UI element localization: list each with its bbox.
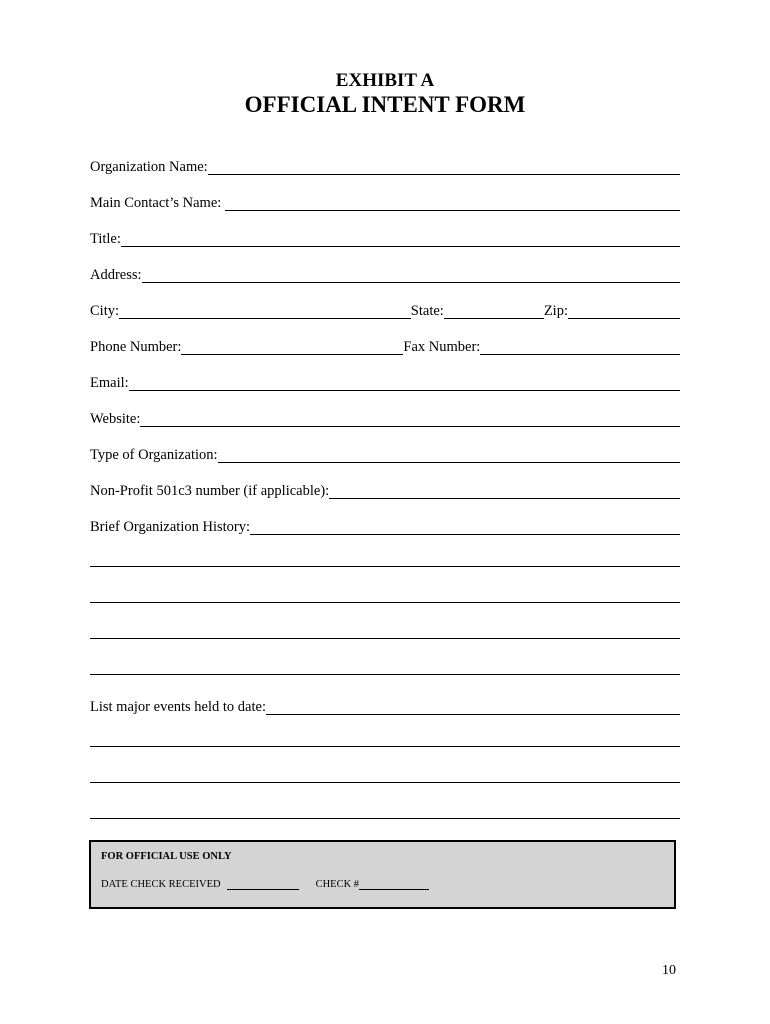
nonprofit-number-line[interactable] [329,484,680,499]
nonprofit-number-label: Non-Profit 501c3 number (if applicable): [90,483,330,499]
date-check-received-label: DATE CHECK RECEIVED [101,879,221,890]
address-field[interactable] [90,263,680,283]
city-line[interactable] [119,304,411,319]
email-label: Email: [90,375,129,391]
city-state-zip-row [90,299,680,319]
title-line[interactable] [121,232,680,247]
zip-line[interactable] [568,304,680,319]
title-field[interactable] [90,227,680,247]
major-events-label: List major events held to date: [90,699,266,715]
major-events-line[interactable] [266,700,680,715]
state-label: State: [410,303,444,319]
main-contact-label: Main Contact’s Name: [90,195,222,211]
city-label: City: [90,303,120,319]
email-line[interactable] [129,376,680,391]
fax-label: Fax Number: [403,339,481,355]
main-contact-field[interactable] [90,191,680,211]
history-blank-line[interactable] [90,674,680,675]
events-blank-line[interactable] [90,746,680,747]
organization-type-label: Type of Organization: [90,447,218,463]
address-label: Address: [90,267,142,283]
official-use-box [89,840,676,909]
phone-fax-row [90,335,680,355]
email-field[interactable] [90,371,680,391]
organization-name-line[interactable] [208,160,680,175]
events-blank-line[interactable] [90,818,680,819]
website-line[interactable] [140,412,680,427]
phone-label: Phone Number: [90,339,182,355]
organization-type-line[interactable] [218,448,680,463]
phone-line[interactable] [181,340,403,355]
page-number: 10 [662,963,676,978]
check-number-label: CHECK # [315,879,360,890]
organization-history-label: Brief Organization History: [90,519,251,535]
events-blank-line[interactable] [90,782,680,783]
title-label: Title: [90,231,121,247]
check-number-line[interactable] [359,879,429,890]
website-label: Website: [90,411,141,427]
history-blank-line[interactable] [90,602,680,603]
organization-name-field[interactable] [90,155,680,175]
page-title: OFFICIAL INTENT FORM [244,92,526,117]
fax-line[interactable] [480,340,680,355]
organization-name-label: Organization Name: [90,159,208,175]
date-check-received-line[interactable] [227,879,299,890]
zip-label: Zip: [543,303,568,319]
organization-history-line[interactable] [250,520,680,535]
official-use-title: FOR OFFICIAL USE ONLY [101,851,232,862]
website-field[interactable] [90,407,680,427]
organization-history-field[interactable] [90,515,680,535]
main-contact-line[interactable] [225,196,680,211]
history-blank-line[interactable] [90,566,680,567]
official-use-fields [101,879,429,890]
nonprofit-number-field[interactable] [90,479,680,499]
history-blank-line[interactable] [90,638,680,639]
exhibit-label: EXHIBIT A [335,70,435,91]
address-line[interactable] [142,268,680,283]
organization-type-field[interactable] [90,443,680,463]
state-line[interactable] [444,304,544,319]
major-events-field[interactable] [90,695,680,715]
